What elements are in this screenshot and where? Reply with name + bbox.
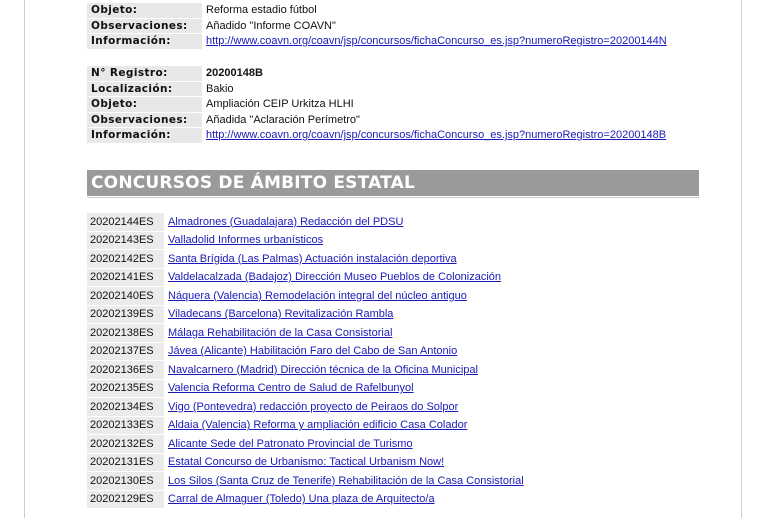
contest-row [87, 250, 524, 268]
contest-link[interactable]: Jávea (Alicante) Habilitación Faro del Cabo de San Antonio [168, 345, 458, 358]
informacion-label: Información: [87, 34, 202, 49]
contest-code: 20202135ES [87, 380, 164, 398]
contest-link[interactable]: Valdelacalzada (Badajoz) Dirección Museo Pueblos de Colonización [168, 271, 502, 284]
record-row-informacion [87, 128, 670, 143]
contest-title-cell [164, 287, 524, 305]
contest-link[interactable]: Aldaia (Valencia) Reforma y ampliación edificio Casa Colador [168, 419, 468, 432]
localizacion-value: Bakio [206, 82, 234, 95]
contest-title-cell [164, 398, 524, 416]
contest-code: 20202143ES [87, 232, 164, 250]
contest-row [87, 454, 524, 472]
record-row-objeto [87, 3, 671, 18]
contest-link[interactable]: Málaga Rehabilitación de la Casa Consistorial [168, 326, 393, 339]
contest-code: 20202139ES [87, 306, 164, 324]
contest-list [87, 212, 524, 509]
contest-link[interactable]: Estatal Concurso de Urbanismo: Tactical Urbanism Now! [168, 456, 445, 469]
contest-title-cell [164, 417, 524, 435]
contest-code: 20202140ES [87, 287, 164, 305]
contest-title-cell [164, 380, 524, 398]
section-divider [87, 197, 699, 198]
contest-link[interactable]: Santa Brígida (Las Palmas) Actuación instalación deportiva [168, 252, 457, 265]
record-row-observaciones [87, 19, 671, 34]
observaciones-value: Añadida "Aclaración Perímetro" [206, 113, 360, 126]
contest-row [87, 306, 524, 324]
contest-title-cell [164, 213, 524, 231]
record-row-localizacion [87, 82, 670, 97]
contest-code: 20202131ES [87, 454, 164, 472]
contest-code: 20202130ES [87, 472, 164, 490]
registro-label: N° Registro: [87, 66, 202, 81]
record-row-registro [87, 66, 670, 81]
record-table-20200144N [87, 2, 671, 50]
contest-link[interactable]: Vigo (Pontevedra) redacción proyecto de Peiraos do Solpor [168, 400, 459, 413]
contest-link[interactable]: Almadrones (Guadalajara) Redacción del PDSU [168, 215, 404, 228]
contest-row [87, 232, 524, 250]
contest-row [87, 361, 524, 379]
contest-code: 20202133ES [87, 417, 164, 435]
contest-code: 20202141ES [87, 269, 164, 287]
contest-row [87, 213, 524, 231]
registro-value: 20200148B [206, 67, 263, 80]
contest-row [87, 472, 524, 490]
contest-link[interactable]: Alicante Sede del Patronato Provincial de Turismo [168, 437, 413, 450]
contest-row [87, 324, 524, 342]
contest-title-cell [164, 324, 524, 342]
contest-link[interactable]: Carral de Almaguer (Toledo) Una plaza de Arquitecto/a [168, 493, 435, 506]
informacion-link[interactable]: http://www.coavn.org/coavn/jsp/concursos/fichaConcurso_es.jsp?numeroRegistro=20200144N [206, 35, 667, 48]
contest-row [87, 435, 524, 453]
contest-title-cell [164, 343, 524, 361]
contest-title-cell [164, 361, 524, 379]
contest-title-cell [164, 435, 524, 453]
observaciones-label: Observaciones: [87, 19, 202, 34]
contest-code: 20202142ES [87, 250, 164, 268]
contest-title-cell [164, 306, 524, 324]
informacion-cell [202, 128, 670, 143]
contest-code: 20202137ES [87, 343, 164, 361]
contest-link[interactable]: Valladolid Informes urbanísticos [168, 234, 324, 247]
informacion-link[interactable]: http://www.coavn.org/coavn/jsp/concursos/fichaConcurso_es.jsp?numeroRegistro=20200148B [206, 129, 667, 142]
contest-link[interactable]: Náquera (Valencia) Remodelación integral del núcleo antiguo [168, 289, 467, 302]
contest-title-cell [164, 250, 524, 268]
contest-row [87, 417, 524, 435]
contest-row [87, 380, 524, 398]
record-table-20200148B [87, 65, 670, 144]
contest-title-cell [164, 454, 524, 472]
contest-code: 20202132ES [87, 435, 164, 453]
contest-title-cell [164, 269, 524, 287]
objeto-label: Objeto: [87, 3, 202, 18]
record-row-informacion [87, 34, 671, 49]
objeto-label: Objeto: [87, 97, 202, 112]
contest-code: 20202136ES [87, 361, 164, 379]
contest-code: 20202144ES [87, 213, 164, 231]
contest-code: 20202129ES [87, 491, 164, 509]
objeto-value: Reforma estadio fútbol [206, 4, 317, 17]
contest-link[interactable]: Navalcarnero (Madrid) Dirección técnica de la Oficina Municipal [168, 363, 478, 376]
contest-link[interactable]: Viladecans (Barcelona) Revitalización Rambla [168, 308, 394, 321]
section-header-estatal: CONCURSOS DE ÁMBITO ESTATAL [87, 170, 699, 196]
contest-link[interactable]: Los Silos (Santa Cruz de Tenerife) Rehabilitación de la Casa Consistorial [168, 474, 524, 487]
contest-code: 20202138ES [87, 324, 164, 342]
observaciones-value: Añadido "Informe COAVN" [206, 19, 336, 32]
contest-row [87, 287, 524, 305]
informacion-cell [202, 34, 671, 49]
record-row-objeto [87, 97, 670, 112]
contest-code: 20202134ES [87, 398, 164, 416]
record-row-observaciones [87, 113, 670, 128]
objeto-value: Ampliación CEIP Urkitza HLHI [206, 98, 354, 111]
contest-row [87, 398, 524, 416]
contest-row [87, 269, 524, 287]
contest-row [87, 343, 524, 361]
contest-title-cell [164, 232, 524, 250]
contest-title-cell [164, 491, 524, 509]
informacion-label: Información: [87, 128, 202, 143]
contest-link[interactable]: Valencia Reforma Centro de Salud de Rafelbunyol [168, 382, 414, 395]
observaciones-label: Observaciones: [87, 113, 202, 128]
contest-title-cell [164, 472, 524, 490]
localizacion-label: Localización: [87, 82, 202, 97]
contest-row [87, 491, 524, 509]
